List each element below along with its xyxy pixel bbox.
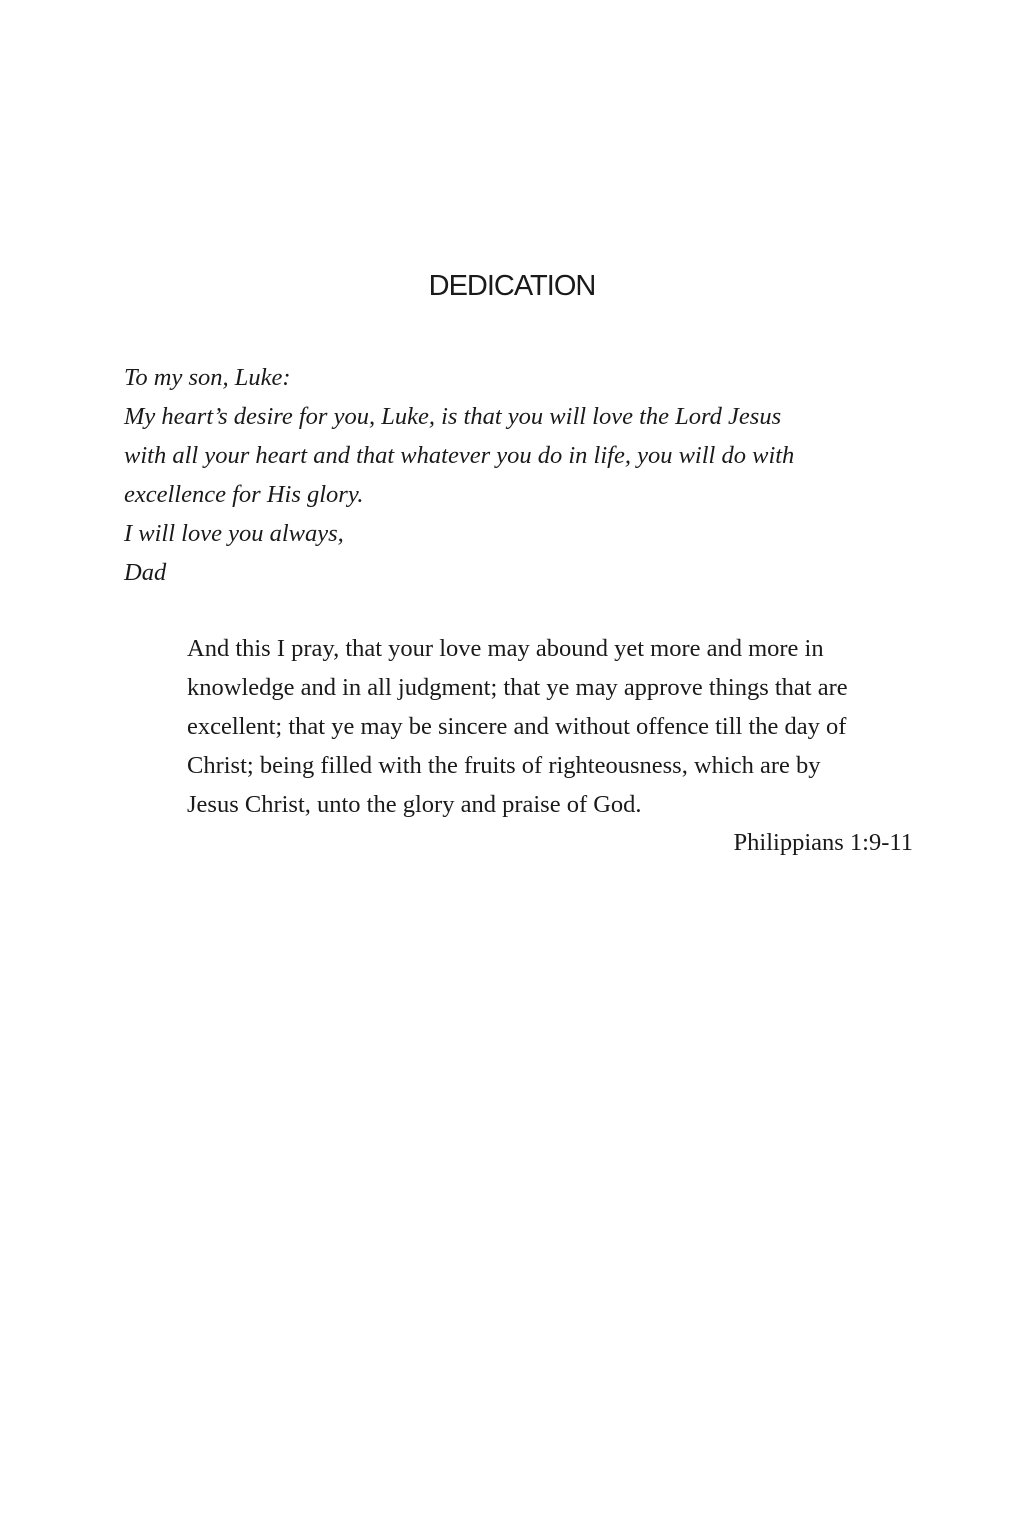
dedication-line: I will love you always, [124,520,344,547]
scripture-citation: Philippians 1:9-11 [733,829,913,856]
scripture-quote [187,629,927,824]
dedication-line: with all your heart and that whatever you do in life, you will do with [124,442,795,469]
dedication-line: My heart’s desire for you, Luke, is that you will love the Lord Jesus [124,403,782,430]
page-title: DEDICATION [428,270,596,302]
scripture-line: knowledge and in all judgment; that ye may approve things that are [187,674,848,701]
scripture-line: And this I pray, that your love may abound yet more and more in [187,635,824,662]
dedication-line: To my son, Luke: [124,364,291,391]
scripture-line: Christ; being filled with the fruits of righteousness, which are by [187,752,821,779]
dedication-signature: Dad [124,559,167,586]
dedication-message [124,358,924,592]
scripture-line: excellent; that ye may be sincere and without offence till the day of [187,713,847,740]
dedication-line: excellence for His glory. [124,481,364,508]
scripture-line: Jesus Christ, unto the glory and praise of God. [187,791,642,818]
